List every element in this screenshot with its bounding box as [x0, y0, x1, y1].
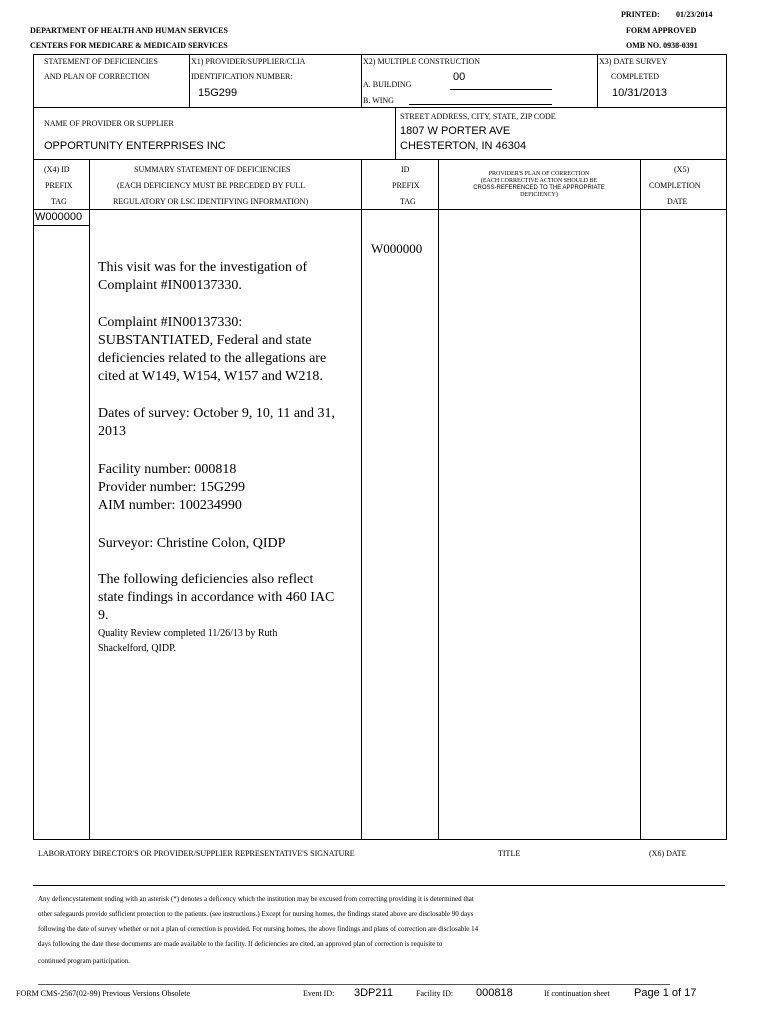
dept-title: DEPARTMENT OF HEALTH AND HUMAN SERVICES	[30, 26, 228, 35]
facility-id-label: Facility ID:	[416, 989, 454, 998]
rule	[33, 107, 727, 108]
x1-label-2: IDENTIFICATION NUMBER:	[191, 72, 293, 81]
address-line-1: 1807 W PORTER AVE	[400, 125, 511, 137]
statement-label-2: AND PLAN OF CORRECTION	[44, 72, 150, 81]
rule	[438, 210, 439, 840]
form-approved: FORM APPROVED	[626, 26, 697, 35]
rule	[438, 160, 439, 210]
aim-number: AIM number: 100234990	[98, 498, 242, 513]
x4-header-2: PREFIX	[45, 181, 73, 190]
rule	[33, 210, 34, 840]
rule	[361, 210, 362, 840]
provider-name: OPPORTUNITY ENTERPRISES INC	[44, 140, 226, 152]
plan-header-4: DEFICIENCY)	[520, 192, 558, 198]
x3-value: 10/31/2013	[612, 87, 668, 99]
rule	[38, 984, 670, 985]
left-tag: W000000	[35, 211, 83, 223]
x6-date-label: (X6) DATE	[649, 849, 687, 858]
wing-label: B. WING	[363, 96, 394, 105]
rule	[33, 839, 727, 840]
paragraph-visit: This visit was for the investigation of Complaint #IN00137330.	[98, 260, 308, 293]
x4-header-3: TAG	[51, 197, 67, 206]
id-header-2: PREFIX	[392, 181, 420, 190]
address-line-2: CHESTERTON, IN 46304	[400, 140, 527, 152]
rule	[33, 225, 90, 226]
plan-header-2: (EACH CORRECTIVE ACTION SHOULD BE	[480, 178, 598, 184]
rule	[33, 54, 34, 108]
rule	[361, 54, 362, 108]
x5-header-1: (X5)	[674, 165, 690, 174]
x5-header-2: COMPLETION	[649, 181, 701, 190]
rule	[33, 108, 34, 160]
rule	[33, 885, 725, 886]
summary-header-3: REGULATORY OR LSC IDENTIFYING INFORMATION)	[113, 197, 309, 206]
rule	[189, 54, 190, 108]
rule	[726, 108, 727, 160]
paragraph-state-findings: The following deficiencies also reflect state findings in accordance with 460 IAC 9.	[98, 572, 335, 623]
title-label: TITLE	[498, 849, 521, 858]
footnote-line-2: other safegaurds provide sufficient protection to the patients. (see instructions.) Except for nursing homes, the findings stated above are disclosable 90 days	[38, 910, 474, 918]
summary-header-1: SUMMARY STATEMENT OF DEFICIENCIES	[134, 165, 291, 174]
id-header-1: ID	[401, 165, 410, 174]
x5-header-3: DATE	[667, 197, 688, 206]
rule	[640, 210, 641, 840]
paragraph-quality-review: Quality Review completed 11/26/13 by Ruth Shackelford, QIDP.	[98, 628, 278, 654]
plan-header-1: PROVIDER'S PLAN OF CORRECTION	[488, 171, 590, 177]
rule	[33, 54, 727, 55]
x2-label: X2) MULTIPLE CONSTRUCTION	[363, 57, 481, 66]
summary-header-2: (EACH DEFICIENCY MUST BE PRECEDED BY FULL	[117, 181, 306, 190]
paragraph-surveyor: Surveyor: Christine Colon, QIDP	[98, 536, 286, 551]
printed-label: PRINTED:	[621, 10, 660, 19]
plan-header-3: CROSS-REFERENCED TO THE APPROPRIATE	[473, 185, 605, 191]
event-id-label: Event ID:	[303, 989, 335, 998]
statement-label-1: STATEMENT OF DEFICIENCIES	[44, 57, 158, 66]
rule	[640, 160, 641, 210]
continuation-label: If continuation sheet	[544, 989, 610, 998]
footnote-line-3: following the date of survey whether or not a plan of correction is provided. For nursing homes, the above findings and plans of correction are disclosable 14	[38, 925, 479, 933]
paragraph-complaint: Complaint #IN00137330: SUBSTANTIATED, Federal and state deficiencies related to the allegations are cited at W149, W154, W157 and W218.	[98, 315, 327, 384]
provider-number: Provider number: 15G299	[98, 480, 245, 495]
rule	[726, 210, 727, 840]
rule	[409, 104, 552, 105]
right-tag: W000000	[371, 241, 423, 256]
footnote-line-5: continued program participation.	[38, 957, 130, 965]
footnote-line-1: Any defiencystatement ending with an asterisk (*) denotes a deficency which the institution may be excused from correcting providing it is determined that	[38, 895, 474, 903]
centers-title: CENTERS FOR MEDICARE & MEDICAID SERVICES	[30, 41, 228, 50]
page-indicator: Page 1 of 17	[634, 987, 697, 999]
rule	[33, 209, 727, 210]
name-label: NAME OF PROVIDER OR SUPPLIER	[44, 119, 174, 128]
paragraph-dates: Dates of survey: October 9, 10, 11 and 31, 2013	[98, 406, 336, 439]
rule	[450, 89, 552, 90]
rule	[33, 159, 727, 160]
building-value: 00	[453, 71, 466, 83]
x1-label-1: X1) PROVIDER/SUPPLIER/CLIA	[191, 57, 306, 66]
address-label: STREET ADDRESS, CITY, STATE, ZIP CODE	[400, 112, 556, 121]
facility-number: Facility number: 000818	[98, 462, 237, 477]
id-header-3: TAG	[400, 197, 416, 206]
rule	[726, 54, 727, 108]
printed-date: 01/23/2014	[676, 10, 713, 19]
rule	[33, 160, 34, 210]
rule	[395, 108, 396, 160]
rule	[361, 160, 362, 210]
building-label: A. BUILDING	[363, 80, 412, 89]
x4-header-1: (X4) ID	[44, 165, 70, 174]
x3-label-1: X3) DATE SURVEY	[599, 57, 668, 66]
signature-label: LABORATORY DIRECTOR'S OR PROVIDER/SUPPLIER REPRESENTATIVE'S SIGNATURE	[38, 849, 355, 858]
rule	[89, 210, 90, 840]
rule	[726, 160, 727, 210]
rule	[89, 160, 90, 210]
form-number: FORM CMS-2567(02-99) Previous Versions Obsolete	[16, 989, 191, 998]
facility-id-value: 000818	[476, 987, 513, 999]
footnote-line-4: days following the date these documents are made available to the facility. If deficiencies are cited, an approved plan of correction is requisite to	[38, 940, 443, 948]
rule	[597, 54, 598, 108]
x3-label-2: COMPLETED	[611, 72, 659, 81]
event-id-value: 3DP211	[354, 987, 393, 999]
omb-number: OMB NO. 0938-0391	[626, 41, 698, 50]
x1-value: 15G299	[198, 87, 238, 99]
